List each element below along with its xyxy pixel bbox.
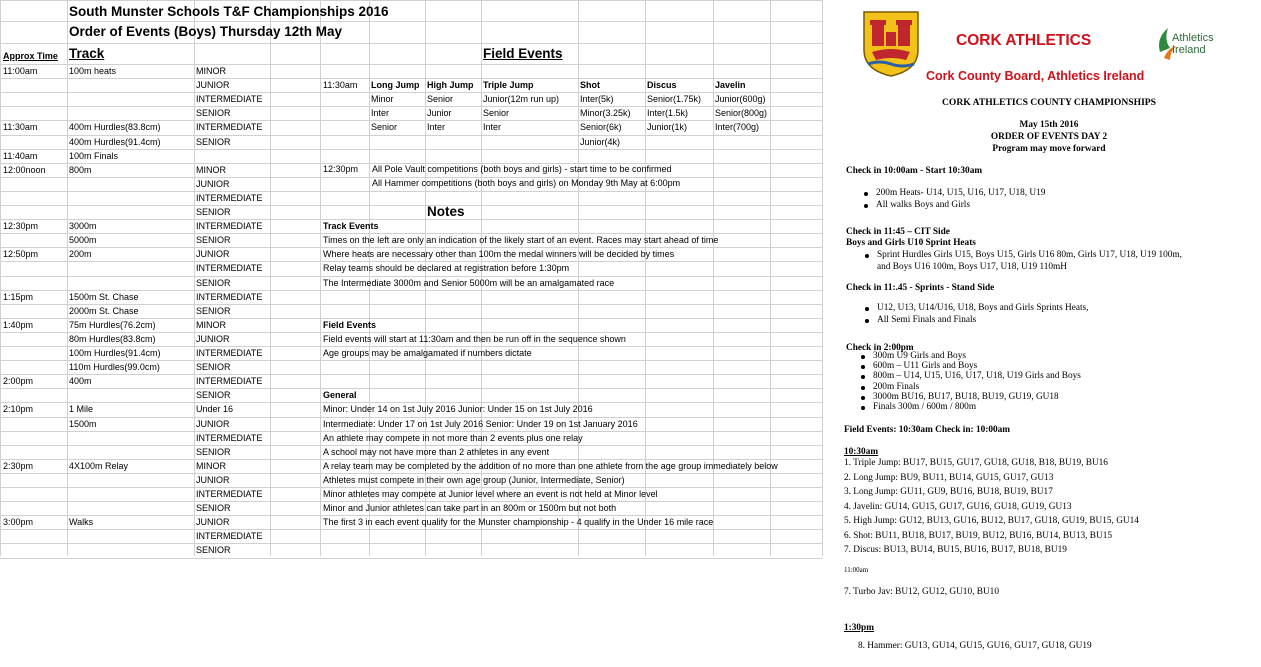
check-in-1: Check in 10:00am - Start 10:30am bbox=[846, 166, 983, 176]
bullet-icon bbox=[861, 386, 865, 390]
field-cell: Junior bbox=[427, 108, 452, 118]
field-events-header: Field Events bbox=[483, 46, 563, 61]
notes-track-heading: Track Events bbox=[323, 221, 379, 231]
time-1030: 10:30am bbox=[844, 447, 879, 457]
field-cell: Inter bbox=[371, 108, 390, 118]
hammer-note: All Hammer competitions (both boys and girls) on Monday 9th May at 6:00pm bbox=[372, 178, 681, 188]
bullet-item: U12, U13, U14/U16, U18, Boys and Girls Sprints Heats, bbox=[877, 303, 1089, 313]
bullet-item: All Semi Finals and Finals bbox=[877, 315, 977, 325]
county-board: Cork County Board, Athletics Ireland bbox=[926, 69, 1145, 83]
row-event: 4X100m Relay bbox=[69, 461, 129, 471]
row-age-group: INTERMEDIATE bbox=[196, 94, 263, 104]
field-header: High Jump bbox=[427, 80, 474, 90]
bullet-item: All walks Boys and Girls bbox=[876, 200, 970, 210]
row-age-group: SENIOR bbox=[196, 545, 231, 555]
note-item: A school may not have more than 2 athletes in any event bbox=[323, 447, 550, 457]
row-age-group: INTERMEDIATE bbox=[196, 122, 263, 132]
row-age-group: JUNIOR bbox=[196, 179, 230, 189]
row-age-group: SENIOR bbox=[196, 235, 231, 245]
note-item: Minor: Under 14 on 1st July 2016 Junior: Under 15 on 1st July 2016 bbox=[323, 404, 593, 414]
bullet-item: 600m – U11 Girls and Boys bbox=[873, 361, 978, 371]
field-cell: Senior(6k) bbox=[580, 122, 622, 132]
field-time: 11:30am bbox=[323, 80, 358, 90]
field-header: Triple Jump bbox=[483, 80, 534, 90]
notes-header: Notes bbox=[427, 204, 465, 219]
row-age-group: INTERMEDIATE bbox=[196, 263, 263, 273]
field-event-line: 7. Discus: BU13, BU14, BU15, BU16, BU17, BU18, BU19 bbox=[844, 545, 1067, 555]
field-event-line: 5. High Jump: GU12, BU13, GU16, BU12, BU17, GU18, GU19, BU15, GU14 bbox=[844, 516, 1139, 526]
bullet-icon bbox=[861, 355, 865, 359]
row-event: 1 Mile bbox=[69, 404, 94, 414]
bullet-item: 3000m BU16, BU17, BU18, BU19, GU19, GU18 bbox=[873, 392, 1059, 402]
field-event-line: 4. Javelin: GU14, GU15, GU17, GU16, GU18, GU19, GU13 bbox=[844, 502, 1072, 512]
bullet-icon bbox=[861, 396, 865, 400]
row-age-group: INTERMEDIATE bbox=[196, 489, 263, 499]
note-item: Athletes must compete in their own age group (Junior, Intermediate, Senior) bbox=[323, 475, 625, 485]
sheet-subtitle: Order of Events (Boys) Thursday 12th May bbox=[69, 24, 343, 39]
row-age-group: SENIOR bbox=[196, 503, 231, 513]
row-age-group: JUNIOR bbox=[196, 419, 230, 429]
bullet-icon bbox=[864, 204, 868, 208]
row-time: 2:30pm bbox=[3, 461, 34, 471]
track-header: Track bbox=[69, 46, 105, 61]
row-event: 400m Hurdles(91.4cm) bbox=[69, 137, 161, 147]
note-item: Where heats are necessary other than 100m the medal winners will be decided by times bbox=[323, 249, 675, 259]
check-in-4: Check in 2:00pm bbox=[846, 343, 914, 353]
row-event: Walks bbox=[69, 517, 94, 527]
row-event: 2000m St. Chase bbox=[69, 306, 139, 316]
note-item: The first 3 in each event qualify for the Munster championship - 4 qualify in the Under 16 mile race bbox=[323, 517, 714, 527]
notes-general-heading: General bbox=[323, 390, 357, 400]
time-130: 1:30pm bbox=[844, 623, 874, 633]
field-event-line: 2. Long Jump: BU9, BU11, BU14, GU15, GU17, GU13 bbox=[844, 473, 1054, 483]
note-item: A relay team may be completed by the addition of no more than one athlete from the age group immediately below bbox=[323, 461, 778, 471]
row-event: 110m Hurdles(99.0cm) bbox=[69, 362, 160, 372]
row-age-group: SENIOR bbox=[196, 108, 231, 118]
field-event-line: 1. Triple Jump: BU17, BU15, GU17, GU18, GU18, B18, BU19, BU16 bbox=[844, 458, 1108, 468]
row-time: 12:50pm bbox=[3, 249, 39, 259]
row-age-group: JUNIOR bbox=[196, 334, 230, 344]
time-1100: 11:00am bbox=[844, 566, 869, 574]
cork-athletics-programme bbox=[834, 0, 1261, 667]
row-event: 800m bbox=[69, 165, 92, 175]
row-age-group: SENIOR bbox=[196, 362, 231, 372]
bullet-item: Sprint Hurdles Girls U15, Boys U15, Girls U16 80m, Girls U17, U18, U19 100m, bbox=[877, 250, 1182, 260]
bullet-icon bbox=[865, 254, 869, 258]
row-time: 1:40pm bbox=[3, 320, 34, 330]
field-header: Discus bbox=[647, 80, 677, 90]
row-time: 11:00am bbox=[3, 66, 38, 76]
row-time: 11:30am bbox=[3, 122, 38, 132]
row-time: 1:15pm bbox=[3, 292, 34, 302]
field-cell: Senior bbox=[483, 108, 510, 118]
bullet-item: 200m Heats- U14, U15, U16, U17, U18, U19 bbox=[876, 188, 1046, 198]
bullet-item: and Boys U16 100m, Boys U17, U18, U19 110mH bbox=[877, 262, 1067, 272]
row-age-group: SENIOR bbox=[196, 447, 231, 457]
field-header: Shot bbox=[580, 80, 600, 90]
row-time: 11:40am bbox=[3, 151, 38, 161]
note-item: The Intermediate 3000m and Senior 5000m will be an amalgamated race bbox=[323, 278, 615, 288]
row-age-group: INTERMEDIATE bbox=[196, 531, 263, 541]
note-item: Minor athletes may compete at Junior level where an event is not held at Minor level bbox=[323, 489, 658, 499]
row-age-group: INTERMEDIATE bbox=[196, 193, 263, 203]
row-age-group: JUNIOR bbox=[196, 475, 230, 485]
pole-vault-note: All Pole Vault competitions (both boys and girls) - start time to be confirmed bbox=[372, 164, 672, 174]
field-cell: Senior(800g) bbox=[715, 108, 768, 118]
row-event: 400m bbox=[69, 376, 92, 386]
row-age-group: INTERMEDIATE bbox=[196, 433, 263, 443]
note-item: Age groups may be amalgamated if numbers dictate bbox=[323, 348, 532, 358]
field-cell: Inter(700g) bbox=[715, 122, 760, 132]
field-cell: Minor bbox=[371, 94, 394, 104]
check-in-2: Check in 11:45 – CIT Side bbox=[846, 227, 950, 237]
field-cell: Inter(1.5k) bbox=[647, 108, 689, 118]
field-event-line: 3. Long Jump: GU11, GU9, BU16, BU18, BU19, BU17 bbox=[844, 487, 1053, 497]
check-in-2-sub: Boys and Girls U10 Sprint Heats bbox=[846, 238, 976, 248]
cork-crest-icon bbox=[862, 10, 920, 78]
pole-vault-time: 12:30pm bbox=[323, 164, 359, 174]
bullet-icon bbox=[865, 307, 869, 311]
doc-heading: CORK ATHLETICS COUNTY CHAMPIONSHIPS bbox=[941, 97, 1157, 108]
row-time: 2:10pm bbox=[3, 404, 34, 414]
field-cell: Senior bbox=[427, 94, 454, 104]
turbo-jav: 7. Turbo Jav: BU12, GU12, GU10, BU10 bbox=[844, 587, 999, 597]
row-age-group: SENIOR bbox=[196, 207, 231, 217]
check-in-3: Check in 11:.45 - Sprints - Stand Side bbox=[846, 283, 995, 293]
bullet-item: 800m – U14, U15, U16, U17, U18, U19 Girls and Boys bbox=[873, 371, 1081, 381]
row-age-group: JUNIOR bbox=[196, 80, 230, 90]
row-event: 1500m bbox=[69, 419, 97, 429]
row-event: 80m Hurdles(83.8cm) bbox=[69, 334, 156, 344]
row-age-group: SENIOR bbox=[196, 306, 231, 316]
row-time: 2:00pm bbox=[3, 376, 34, 386]
field-header: Javelin bbox=[715, 80, 746, 90]
notes-field-heading: Field Events bbox=[323, 320, 377, 330]
doc-date: May 15th 2016 bbox=[1019, 120, 1079, 130]
field-events-line: Field Events: 10:30am Check in: 10:00am bbox=[844, 425, 1011, 435]
doc-program-note: Program may move forward bbox=[992, 144, 1106, 154]
bullet-icon bbox=[865, 319, 869, 323]
row-event: 100m Hurdles(91.4cm) bbox=[69, 348, 161, 358]
row-age-group: MINOR bbox=[196, 320, 226, 330]
field-cell: Junior(12m run up) bbox=[483, 94, 560, 104]
bullet-item: Finals 300m / 600m / 800m bbox=[873, 402, 977, 412]
field-cell: Inter bbox=[483, 122, 502, 132]
field-cell: Senior(1.75k) bbox=[647, 94, 702, 104]
row-event: 100m Finals bbox=[69, 151, 119, 161]
row-age-group: Under 16 bbox=[196, 404, 234, 414]
row-age-group: INTERMEDIATE bbox=[196, 292, 263, 302]
field-event-line: 6. Shot: BU11, BU18, BU17, BU19, BU12, BU16, BU14, BU13, BU15 bbox=[844, 531, 1113, 541]
field-cell: Senior bbox=[371, 122, 398, 132]
row-age-group: INTERMEDIATE bbox=[196, 376, 263, 386]
field-cell: Inter(5k) bbox=[580, 94, 614, 104]
row-age-group: MINOR bbox=[196, 461, 226, 471]
field-cell: Minor(3.25k) bbox=[580, 108, 631, 118]
doc-order: ORDER OF EVENTS DAY 2 bbox=[990, 132, 1108, 142]
row-event: 1500m St. Chase bbox=[69, 292, 139, 302]
row-time: 3:00pm bbox=[3, 517, 34, 527]
row-age-group: INTERMEDIATE bbox=[196, 221, 263, 231]
org-title: CORK ATHLETICS bbox=[956, 32, 1092, 49]
note-item: An athlete may compete in not more than 2 events plus one relay bbox=[323, 433, 583, 443]
hammer-line: 8. Hammer: GU13, GU14, GU15, GU16, GU17, GU18, GU19 bbox=[858, 641, 1092, 651]
row-age-group: MINOR bbox=[196, 66, 226, 76]
note-item: Intermediate: Under 17 on 1st July 2016 Senior: Under 19 on 1st January 2016 bbox=[323, 419, 638, 429]
field-cell: Inter bbox=[427, 122, 446, 132]
row-event: 400m Hurdles(83.8cm) bbox=[69, 122, 161, 132]
athletics-ireland-wordmark: Athletics Ireland bbox=[1172, 32, 1214, 56]
bullet-item: 200m Finals bbox=[873, 382, 920, 392]
bullet-icon bbox=[864, 192, 868, 196]
row-event: 100m heats bbox=[69, 66, 117, 76]
row-age-group: SENIOR bbox=[196, 390, 231, 400]
bullet-icon bbox=[861, 406, 865, 410]
row-time: 12:30pm bbox=[3, 221, 39, 231]
bullet-icon bbox=[861, 375, 865, 379]
field-cell: Junior(600g) bbox=[715, 94, 766, 104]
field-header: Long Jump bbox=[371, 80, 420, 90]
row-age-group: JUNIOR bbox=[196, 517, 230, 527]
row-event: 75m Hurdles(76.2cm) bbox=[69, 320, 156, 330]
sheet-title: South Munster Schools T&F Championships 2016 bbox=[69, 4, 389, 19]
row-age-group: JUNIOR bbox=[196, 249, 230, 259]
note-item: Field events will start at 11:30am and then be run off in the sequence shown bbox=[323, 334, 626, 344]
row-age-group: SENIOR bbox=[196, 137, 231, 147]
bullet-item: 300m U9 Girls and Boys bbox=[873, 351, 966, 361]
bullet-icon bbox=[861, 365, 865, 369]
row-age-group: MINOR bbox=[196, 165, 226, 175]
note-item: Minor and Junior athletes can take part in an 800m or 1500m but not both bbox=[323, 503, 617, 513]
approx-time-header: Approx Time bbox=[3, 51, 58, 61]
row-time: 12:00noon bbox=[3, 165, 46, 175]
row-event: 3000m bbox=[69, 221, 97, 231]
row-age-group: INTERMEDIATE bbox=[196, 348, 263, 358]
field-cell: Junior(1k) bbox=[647, 122, 688, 132]
row-age-group: SENIOR bbox=[196, 278, 231, 288]
field-cell: Junior(4k) bbox=[580, 137, 621, 147]
row-event: 5000m bbox=[69, 235, 97, 245]
note-item: Times on the left are only an indication of the likely start of an event. Races may start ahead of time bbox=[323, 235, 719, 245]
row-event: 200m bbox=[69, 249, 92, 259]
note-item: Relay teams should be declared at registration before 1:30pm bbox=[323, 263, 570, 273]
